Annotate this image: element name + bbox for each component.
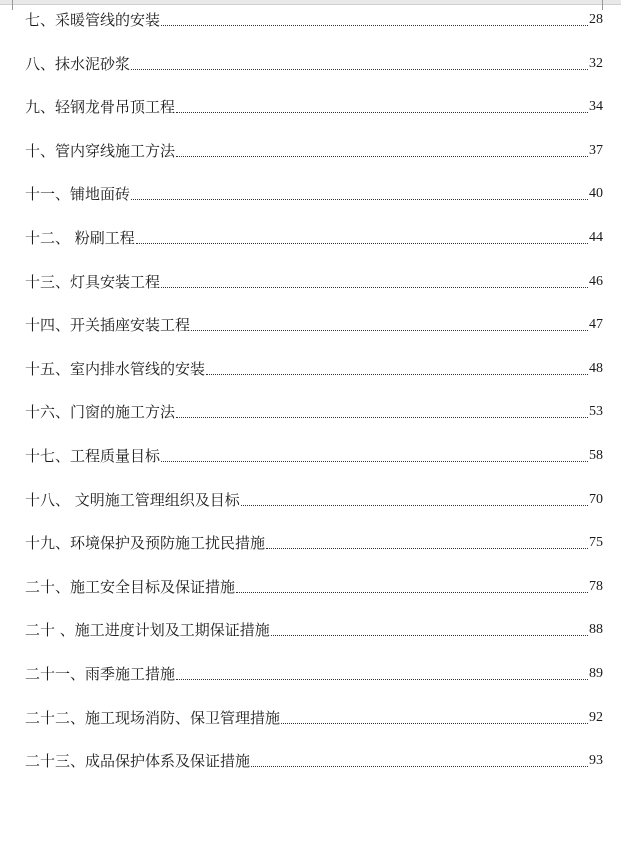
toc-dot-leader	[131, 198, 588, 200]
toc-dot-leader	[176, 111, 588, 113]
toc-entry[interactable]	[25, 554, 603, 598]
toc-entry-title: 七、采暖管线的安装	[25, 11, 161, 29]
toc-entry-page-number: 70	[589, 491, 603, 507]
toc-dot-leader	[176, 678, 588, 680]
toc-entry-title: 十七、工程质量目标	[25, 446, 161, 465]
page-top-edge	[0, 0, 621, 5]
toc-entry-page-number: 93	[589, 753, 603, 769]
toc-entry[interactable]	[25, 380, 603, 424]
toc-dot-leader	[176, 155, 588, 157]
toc-dot-leader	[191, 329, 588, 331]
toc-entry[interactable]	[25, 467, 603, 511]
toc-entry[interactable]	[25, 9, 603, 31]
toc-dot-leader	[236, 591, 588, 593]
toc-dot-leader	[266, 547, 588, 549]
toc-entry-page-number: 34	[589, 99, 603, 115]
toc-dot-leader	[136, 242, 588, 244]
toc-entry-title: 二十 、施工进度计划及工期保证措施	[25, 621, 270, 640]
toc-entry-page-number: 37	[589, 142, 603, 158]
toc-entry[interactable]	[25, 293, 603, 337]
toc-entry[interactable]	[25, 423, 603, 467]
toc-entry-page-number: 48	[589, 360, 603, 376]
toc-entry-title: 十八、 文明施工管理组织及目标	[25, 490, 240, 509]
toc-entry[interactable]	[25, 162, 603, 206]
toc-entry-title: 九、轻钢龙骨吊顶工程	[25, 98, 176, 117]
toc-entry[interactable]	[25, 249, 603, 293]
toc-entry-page-number: 89	[589, 665, 603, 681]
toc-entry-title: 十九、环境保护及预防施工扰民措施	[25, 534, 266, 553]
toc-entry[interactable]	[25, 511, 603, 555]
toc-entry[interactable]	[25, 31, 603, 75]
toc-entry-title: 八、抹水泥砂浆	[25, 54, 131, 73]
toc-entry-page-number: 44	[589, 229, 603, 245]
toc-dot-leader	[161, 286, 588, 288]
toc-entry-page-number: 46	[589, 273, 603, 289]
toc-entry[interactable]	[25, 685, 603, 729]
toc-entry-page-number: 78	[589, 578, 603, 594]
toc-entry-title: 二十三、成品保护体系及保证措施	[25, 752, 251, 771]
toc-entry-page-number: 58	[589, 447, 603, 463]
toc-entry[interactable]	[25, 75, 603, 119]
toc-dot-leader	[281, 722, 588, 724]
toc-dot-leader	[176, 416, 588, 418]
toc-entry-page-number: 88	[589, 622, 603, 638]
toc-entry[interactable]	[25, 729, 603, 773]
toc-entry-title: 十二、 粉刷工程	[25, 228, 135, 247]
toc-dot-leader	[161, 460, 588, 462]
toc-entry-title: 二十二、施工现场消防、保卫管理措施	[25, 708, 281, 727]
toc-dot-leader	[251, 765, 588, 767]
toc-entry-page-number: 75	[589, 535, 603, 551]
toc-entry-title: 十一、铺地面砖	[25, 185, 131, 204]
toc-entry[interactable]	[25, 641, 603, 685]
toc-entry-page-number: 40	[589, 186, 603, 202]
toc-dot-leader	[161, 24, 588, 26]
left-crop-mark	[12, 0, 13, 10]
toc-entry-title: 十、管内穿线施工方法	[25, 141, 176, 160]
toc-entry-page-number: 53	[589, 404, 603, 420]
toc-entry-page-number: 92	[589, 709, 603, 725]
toc-entry[interactable]	[25, 336, 603, 380]
table-of-contents	[25, 9, 603, 772]
toc-dot-leader	[241, 504, 588, 506]
toc-entry[interactable]	[25, 205, 603, 249]
toc-dot-leader	[271, 634, 588, 636]
toc-entry-title: 十六、门窗的施工方法	[25, 403, 176, 422]
toc-entry[interactable]	[25, 118, 603, 162]
toc-entry-title: 十三、灯具安装工程	[25, 272, 161, 291]
toc-entry-title: 十四、开关插座安装工程	[25, 316, 191, 335]
toc-entry-page-number: 28	[589, 12, 603, 27]
toc-dot-leader	[206, 373, 588, 375]
toc-entry-page-number: 47	[589, 317, 603, 333]
toc-dot-leader	[131, 68, 588, 70]
toc-entry-title: 二十一、雨季施工措施	[25, 664, 176, 683]
toc-entry-title: 二十、施工安全目标及保证措施	[25, 577, 236, 596]
toc-entry-page-number: 32	[589, 55, 603, 71]
toc-entry-title: 十五、室内排水管线的安装	[25, 359, 206, 378]
toc-entry[interactable]	[25, 598, 603, 642]
